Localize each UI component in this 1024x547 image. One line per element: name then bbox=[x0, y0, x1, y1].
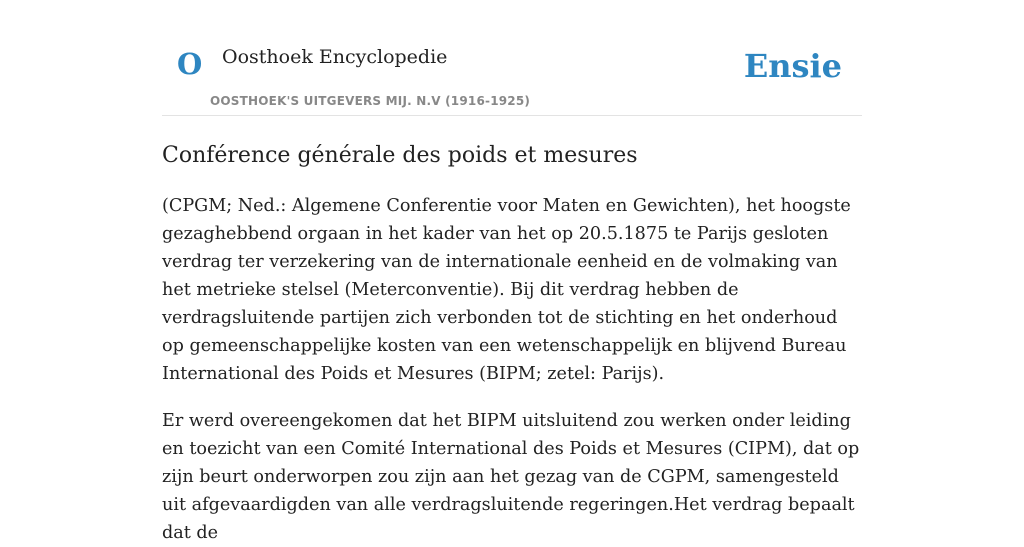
brand-logo-link[interactable]: Ensie bbox=[743, 47, 842, 85]
site-header bbox=[162, 0, 862, 116]
article-paragraph: (CPGM; Ned.: Algemene Conferentie voor Maten en Gewichten), het hoogste gezaghebbend orgaan in het kader van het op 20.5.1875 te Parijs gesloten verdrag ter verzekering van de internationale eenheid en de volmaking van het metrieke stelsel (Meterconventie). Bij dit verdrag hebben de verdragsluitende partijen zich verbonden tot de stichting en het onderhoud op gemeenschappelijke kosten van een wetenschappelijk en blijvend Bureau International des Poids et Mesures (BIPM; zetel: Parijs). bbox=[162, 195, 851, 384]
site-title-link[interactable]: Oosthoek Encyclopedie bbox=[222, 46, 448, 68]
page bbox=[162, 0, 862, 547]
site-logo-icon[interactable]: O bbox=[177, 47, 203, 81]
article-title: Conférence générale des poids et mesures bbox=[162, 143, 638, 168]
publisher-label: OOSTHOEK'S UITGEVERS MIJ. N.V (1916-1925) bbox=[210, 94, 531, 108]
article-body bbox=[162, 192, 862, 547]
article-paragraph: Er werd overeengekomen dat het BIPM uitsluitend zou werken onder leiding en toezicht van een Comité International des Poids et Mesures (CIPM), dat op zijn beurt onderworpen zou zijn aan het gezag van de CGPM, samengesteld uit afgevaardigden van alle verdragsluitende regeringen.Het verdrag bepaalt dat de bbox=[162, 410, 860, 543]
